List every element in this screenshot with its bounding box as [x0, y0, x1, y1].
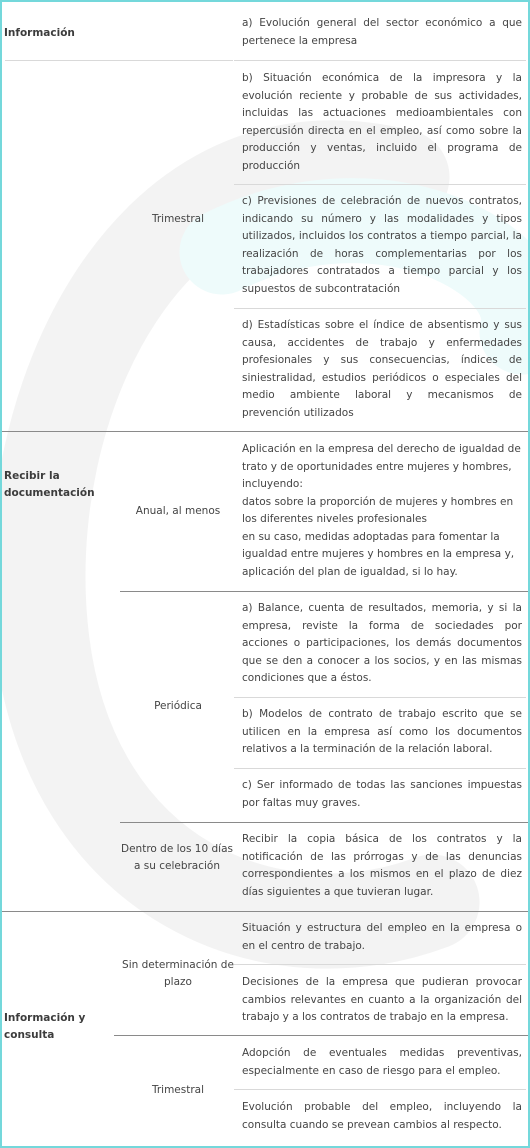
list-item: b) Situación económica de la impresora y la evolución reciente y probable de sus actividades, incluidas las actuaciones medioambientales con repercusión directa en el empleo, así como sobre la producción y ventas, incluido el programa de producción — [242, 72, 522, 172]
list-item: a) Evolución general del sector económico a que pertenece la empresa — [242, 17, 522, 47]
frequency-label: Anual, al menos — [135, 505, 221, 517]
list-item: c) Previsiones de celebración de nuevos contratos, indicando su número y las modalidades y tipos utilizados, incluidos los contratos a tiempo parcial, la realización de horas complementarias por los trabajadores contratados a tiempo parcial y los supuestos de subcontratación — [242, 195, 522, 295]
row-divider — [234, 697, 526, 698]
list-item: a) Balance, cuenta de resultados, memoria, y si la empresa, reviste la forma de sociedades por acciones o participaciones, los demás documentos que se den a conocer a los socios, y en las mismas condiciones que a éstos. — [242, 602, 522, 684]
section-title-informacion: Información — [4, 27, 75, 39]
row-divider — [234, 60, 526, 61]
list-item: c) Ser informado de todas las sanciones impuestas por faltas muy graves. — [242, 779, 522, 809]
frequency-label: Dentro de los 10 días a su celebración — [121, 843, 233, 872]
row-divider — [234, 768, 526, 769]
frequency-label: Trimestral — [151, 213, 205, 225]
list-item: Aplicación en la empresa del derecho de igualdad de trato y de oportunidades entre mujeres y hombres, incluyendo: datos sobre la proporción de mujeres y hombres en los diferentes niveles profesionales en su caso, medidas adoptadas para fomentar la igualdad entre mujeres y hombres en la empresa y, aplicación del plan de igualdad, si lo hay. — [242, 443, 521, 578]
row-divider — [234, 308, 526, 309]
group-divider — [114, 1035, 528, 1036]
list-item: Adopción de eventuales medidas preventivas, especialmente en caso de riesgo para el empleo. — [242, 1047, 522, 1077]
frequency-label: Trimestral — [151, 1084, 205, 1096]
frequency-label: Periódica — [154, 700, 202, 712]
row-divider — [234, 964, 526, 965]
group-divider — [120, 591, 528, 592]
frequency-label: Sin determinación de plazo — [122, 959, 234, 988]
section-divider — [2, 911, 528, 912]
list-item: Evolución probable del empleo, incluyendo la consulta cuando se prevean cambios al respecto. — [242, 1101, 522, 1131]
list-item: b) Modelos de contrato de trabajo escrito que se utilicen en la empresa así como los documentos relativos a la terminación de la relación laboral. — [242, 708, 522, 755]
list-item: Decisiones de la empresa que pudieran provocar cambios relevantes en cuanto a la organización del trabajo y a los contratos de trabajo en la empresa. — [242, 976, 522, 1023]
section-title-recibir-documentacion: Recibir la documentación — [4, 470, 95, 499]
section-divider — [2, 431, 528, 432]
row-divider — [234, 1089, 526, 1090]
list-item: Recibir la copia básica de los contratos y la notificación de las prórrogas y de las denuncias correspondientes a los mismos en el plazo de diez días siguientes a que tuvieran lugar. — [242, 833, 522, 898]
row-divider — [5, 60, 233, 61]
row-divider — [234, 184, 526, 185]
list-item: Situación y estructura del empleo en la empresa o en el centro de trabajo. — [242, 922, 522, 952]
list-item: d) Estadísticas sobre el índice de absentismo y sus causa, accidentes de trabajo y enfermedades profesionales y sus consecuencias, índices de siniestralidad, estudios periódicos o especiales del medio ambiente laboral y mecanismos de prevención utilizados — [242, 319, 522, 419]
table-content — [2, 2, 528, 1146]
group-divider — [120, 822, 528, 823]
section-title-informacion-consulta: Información y consulta — [4, 1012, 86, 1041]
